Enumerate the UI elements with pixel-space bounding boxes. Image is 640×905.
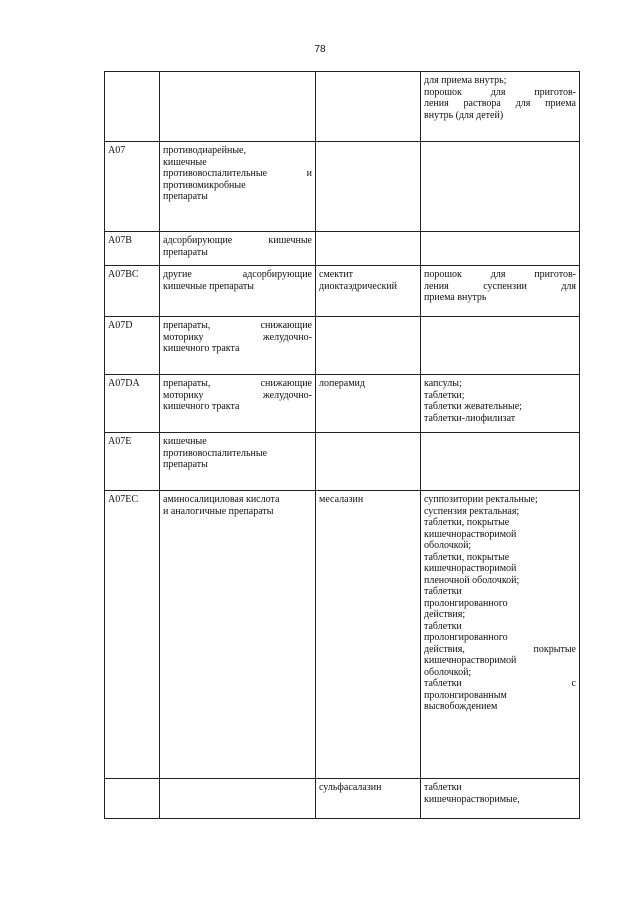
drug-name-cell xyxy=(316,232,421,266)
group-name-line: кишечного тракта xyxy=(163,343,240,354)
group-name-line: противовоспалительные xyxy=(163,447,268,459)
dosage-forms-line: пролонгированным xyxy=(424,689,507,701)
dosage-forms-line: действия, покрытые xyxy=(424,643,576,655)
group-name-cell xyxy=(160,491,316,779)
group-name-line: препараты, снижающие xyxy=(163,378,312,389)
table-row xyxy=(105,72,580,142)
drug-name-line: смектит xyxy=(319,269,354,280)
dosage-forms-line: кишечнорастворимые, xyxy=(424,793,520,805)
table-row xyxy=(105,232,580,266)
dosage-forms-cell xyxy=(421,266,580,317)
dosage-forms-line: пролонгированного xyxy=(424,597,508,609)
dosage-forms-cell xyxy=(421,433,580,491)
dosage-forms-line: оболочкой; xyxy=(424,540,472,551)
drug-name-line: месалазин xyxy=(319,494,364,505)
group-name-line: противовоспалительные и xyxy=(163,168,312,179)
dosage-forms-cell xyxy=(421,491,580,779)
dosage-forms-line: таблетки-лиофилизат xyxy=(424,412,516,424)
table-row xyxy=(105,433,580,491)
group-name-line: препараты xyxy=(163,246,208,258)
dosage-forms-line: таблетки с xyxy=(424,678,576,689)
group-name-line: адсорбирующие кишечные xyxy=(163,235,312,246)
dosage-forms-line: кишечнорастворимой xyxy=(424,528,517,540)
dosage-forms-line: таблетки; xyxy=(424,389,465,401)
atc-code-cell: A07B xyxy=(105,232,160,266)
dosage-forms-line: кишечнорастворимой xyxy=(424,655,517,666)
group-name-line: моторику желудочно- xyxy=(163,389,312,401)
dosage-forms-cell xyxy=(421,779,580,819)
dosage-forms-line: таблетки xyxy=(424,782,462,793)
dosage-forms-line: суппозитории ректальные; xyxy=(424,494,538,505)
dosage-forms-line: порошок для приготов- xyxy=(424,86,576,98)
group-name-cell xyxy=(160,317,316,375)
table-row xyxy=(105,491,580,779)
drug-name-cell xyxy=(316,779,421,819)
dosage-forms-line: капсулы; xyxy=(424,378,462,389)
atc-code-cell: A07EC xyxy=(105,491,160,779)
dosage-forms-cell xyxy=(421,142,580,232)
dosage-forms-line: порошок для приготов- xyxy=(424,269,576,280)
group-name-line: препараты xyxy=(163,191,208,202)
table-row xyxy=(105,266,580,317)
dosage-forms-line: таблетки xyxy=(424,586,462,597)
dosage-forms-line: суспензия ректальная; xyxy=(424,505,520,517)
dosage-forms-line: внутрь (для детей) xyxy=(424,109,504,121)
drug-name-cell xyxy=(316,491,421,779)
group-name-line: препараты xyxy=(163,459,208,470)
group-name-cell xyxy=(160,779,316,819)
group-name-line: кишечные xyxy=(163,436,207,447)
dosage-forms-cell xyxy=(421,72,580,142)
group-name-line: и аналогичные препараты xyxy=(163,505,274,517)
dosage-forms-line: пролонгированного xyxy=(424,632,508,643)
dosage-forms-cell xyxy=(421,375,580,433)
group-name-cell xyxy=(160,142,316,232)
atc-code-cell: A07D xyxy=(105,317,160,375)
dosage-forms-line: оболочкой; xyxy=(424,666,472,678)
drug-name-cell xyxy=(316,266,421,317)
group-name-cell xyxy=(160,266,316,317)
dosage-forms-cell xyxy=(421,317,580,375)
group-name-line: кишечные xyxy=(163,156,207,168)
drug-name-cell xyxy=(316,433,421,491)
dosage-forms-line: приема внутрь xyxy=(424,292,487,303)
group-name-cell xyxy=(160,375,316,433)
atc-code-cell: A07 xyxy=(105,142,160,232)
drug-name-cell xyxy=(316,142,421,232)
dosage-forms-line: ления раствора для приема xyxy=(424,98,576,109)
dosage-forms-line: кишечнорастворимой xyxy=(424,563,517,574)
drug-name-line: диоктаэдрический xyxy=(319,280,398,292)
dosage-forms-line: высвобождением xyxy=(424,701,498,712)
table-row xyxy=(105,779,580,819)
dosage-forms-line: таблетки жевательные; xyxy=(424,401,522,412)
drug-table xyxy=(104,71,580,819)
group-name-cell xyxy=(160,72,316,142)
group-name-cell xyxy=(160,232,316,266)
table-row xyxy=(105,375,580,433)
group-name-line: кишечные препараты xyxy=(163,280,254,292)
drug-name-line: сульфасалазин xyxy=(319,782,382,793)
table-row xyxy=(105,142,580,232)
drug-name-cell xyxy=(316,317,421,375)
dosage-forms-line: для приема внутрь; xyxy=(424,75,507,86)
atc-code-cell: A07E xyxy=(105,433,160,491)
atc-code-cell: A07DA xyxy=(105,375,160,433)
dosage-forms-line: таблетки xyxy=(424,620,462,632)
group-name-line: противодиарейные, xyxy=(163,145,246,156)
atc-code-cell xyxy=(105,72,160,142)
group-name-cell xyxy=(160,433,316,491)
table-body xyxy=(105,72,580,819)
group-name-line: противомикробные xyxy=(163,179,246,191)
dosage-forms-cell xyxy=(421,232,580,266)
dosage-forms-line: таблетки, покрытые xyxy=(424,551,510,563)
dosage-forms-line: пленочной оболочкой; xyxy=(424,574,520,586)
dosage-forms-line: ления суспензии для xyxy=(424,280,576,292)
drug-name-cell xyxy=(316,375,421,433)
dosage-forms-line: действия; xyxy=(424,609,466,620)
atc-code-cell: A07BC xyxy=(105,266,160,317)
group-name-line: другие адсорбирующие xyxy=(163,269,312,280)
group-name-line: препараты, снижающие xyxy=(163,320,312,331)
drug-name-cell xyxy=(316,72,421,142)
group-name-line: аминосалициловая кислота xyxy=(163,494,280,505)
atc-code-cell xyxy=(105,779,160,819)
dosage-forms-line: таблетки, покрытые xyxy=(424,517,510,528)
page-number: 78 xyxy=(314,44,326,55)
group-name-line: кишечного тракта xyxy=(163,401,240,412)
table-row xyxy=(105,317,580,375)
group-name-line: моторику желудочно- xyxy=(163,331,312,343)
drug-name-line: лоперамид xyxy=(319,378,365,389)
